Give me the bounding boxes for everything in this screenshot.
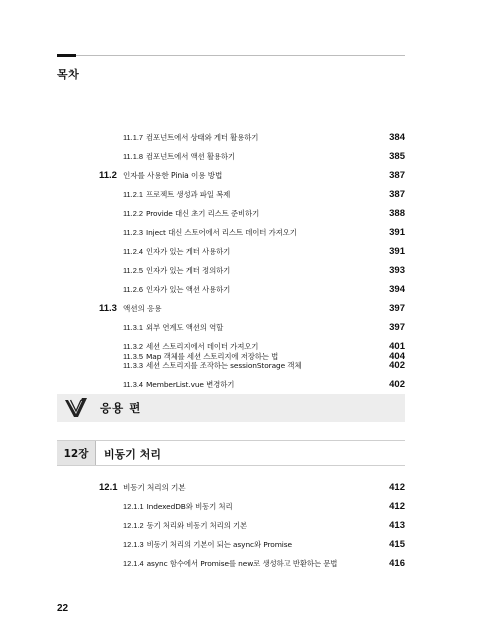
toc-entry-page: 387 <box>389 188 405 200</box>
toc-entry[interactable] <box>99 517 405 533</box>
chapter-label: 12장 <box>57 441 95 465</box>
toc-entry-page: 412 <box>389 500 405 512</box>
toc-entry-number: 11.3.4 <box>123 379 143 389</box>
toc-entry-page: 412 <box>389 481 405 493</box>
toc-entry-number: 11.2.4 <box>123 246 143 256</box>
toc-entry-page: 415 <box>389 538 405 550</box>
part-title: 응용 편 <box>100 401 142 415</box>
toc-entry-page: 401 <box>389 340 405 352</box>
toc-entry-page: 394 <box>389 283 405 295</box>
toc-entry-title: Provide 대신 초기 리스트 준비하기 <box>146 208 260 218</box>
toc-entry-page: 391 <box>389 226 405 238</box>
chapter-divider <box>95 441 96 465</box>
toc-entry-page: 404 <box>389 350 405 362</box>
toc-entry[interactable] <box>99 555 405 571</box>
toc-entry[interactable] <box>99 281 405 297</box>
toc-entry[interactable] <box>99 536 405 552</box>
toc-entry-number: 11.2.5 <box>123 265 143 275</box>
toc-entry-title: 컴포넌트에서 상태와 게터 활용하기 <box>146 132 259 142</box>
toc-entry-page: 388 <box>389 207 405 219</box>
toc-entry-title: 세션 스토리지를 조작하는 sessionStorage 객체 <box>146 360 302 370</box>
toc-entry-page: 402 <box>389 359 405 371</box>
toc-entry-page: 397 <box>389 321 405 333</box>
toc-entry-title: IndexedDB와 비동기 처리 <box>146 501 233 511</box>
toc-entry[interactable] <box>99 498 405 514</box>
toc-section-entry[interactable] <box>99 479 405 495</box>
toc-entry-page: 413 <box>389 519 405 531</box>
chapter-header[interactable] <box>57 440 405 466</box>
toc-entry-page: 397 <box>389 302 405 314</box>
page-title: 목차 <box>57 68 80 81</box>
toc-entry-number: 11.1.8 <box>123 151 143 161</box>
toc-entry-title: Inject 대신 스토어에서 리스트 데이터 가져오기 <box>146 227 297 237</box>
toc-entry-page: 416 <box>389 557 405 569</box>
toc-entry-number: 11.2.1 <box>123 189 143 199</box>
toc-entry-title: 인자가 있는 게터 사용하기 <box>146 246 231 256</box>
toc-entry-number: 11.2.2 <box>123 208 143 218</box>
toc-entry-number: 12.1.1 <box>123 501 144 511</box>
vue-checkmark-icon <box>64 397 88 419</box>
toc-entry[interactable] <box>99 129 405 145</box>
toc-entry-title: 외부 연계도 액션의 역할 <box>146 322 224 332</box>
toc-entry-number: 12.1.2 <box>123 520 144 530</box>
toc-entry-title: 동기 처리와 비동기 처리의 기본 <box>146 520 248 530</box>
toc-entry[interactable] <box>99 348 405 364</box>
toc-entry-title: 비동기 처리의 기본이 되는 async와 Promise <box>146 539 292 549</box>
toc-entry-title: 프로젝트 생성과 파일 복제 <box>146 189 231 199</box>
toc-entry-title: 인자가 있는 게터 정의하기 <box>146 265 231 275</box>
toc-entry-page: 385 <box>389 150 405 162</box>
toc-entry-number: 11.3.1 <box>123 322 143 332</box>
toc-entry-number: 11.3.3 <box>123 360 143 370</box>
toc-entry-title: 인자가 있는 액션 사용하기 <box>146 284 231 294</box>
toc-entry-page: 391 <box>389 245 405 257</box>
page-number: 22 <box>57 603 69 614</box>
toc-entry-title: MemberList.vue 변경하기 <box>146 379 235 389</box>
toc-section-number: 12.1 <box>99 481 118 493</box>
part-banner <box>57 394 405 422</box>
toc-entry-number: 11.3.5 <box>123 351 143 361</box>
toc-entry-number: 11.3.2 <box>123 341 143 351</box>
toc-entry[interactable] <box>99 262 405 278</box>
header-rule <box>76 55 405 56</box>
toc-entry-title: async 함수에서 Promise를 new로 생성하고 반환하는 문법 <box>146 558 338 568</box>
toc-section-title: 액션의 응용 <box>123 303 162 313</box>
header-rule-accent <box>57 54 76 57</box>
toc-entry-page: 402 <box>389 378 405 390</box>
toc-section-number: 11.3 <box>99 302 117 314</box>
toc-entry[interactable] <box>99 186 405 202</box>
toc-entry-page: 384 <box>389 131 405 143</box>
chapter-title: 비동기 처리 <box>104 448 161 461</box>
toc-entry-number: 11.2.6 <box>123 284 143 294</box>
toc-entry[interactable] <box>99 243 405 259</box>
toc-section-entry[interactable] <box>99 300 405 316</box>
toc-entry[interactable] <box>99 319 405 335</box>
toc-entry-page: 393 <box>389 264 405 276</box>
toc-section-number: 11.2 <box>99 169 117 181</box>
toc-entry-number: 12.1.3 <box>123 539 144 549</box>
toc-entry-page: 387 <box>389 169 405 181</box>
toc-entry-title: 컴포넌트에서 액션 활용하기 <box>146 151 235 161</box>
toc-entry[interactable] <box>99 224 405 240</box>
toc-entry[interactable] <box>99 148 405 164</box>
toc-section-entry[interactable] <box>99 167 405 183</box>
toc-entry-title: Map 객체를 세션 스토리지에 저장하는 법 <box>146 351 279 361</box>
toc-entry[interactable] <box>99 376 405 392</box>
toc-entry[interactable] <box>99 205 405 221</box>
toc-entry-title: 세션 스토리지에서 데이터 가져오기 <box>146 341 259 351</box>
toc-section-title: 인자를 사용한 Pinia 이용 방법 <box>123 170 223 180</box>
toc-entry-number: 11.1.7 <box>123 132 143 142</box>
toc-section-title: 비동기 처리의 기본 <box>123 482 186 492</box>
toc-entry-number: 11.2.3 <box>123 227 143 237</box>
toc-entry-number: 12.1.4 <box>123 558 144 568</box>
